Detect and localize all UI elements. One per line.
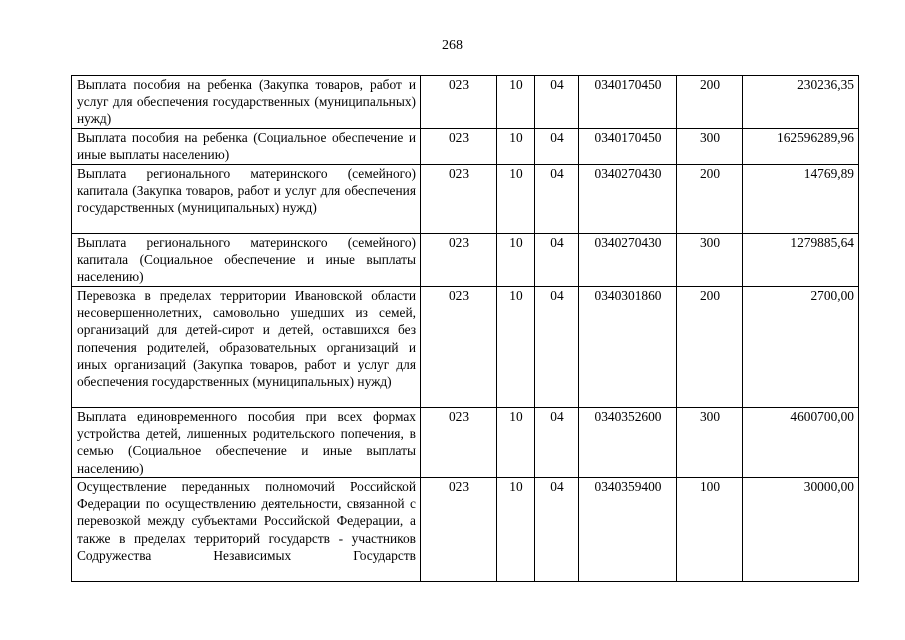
ministry-code: 023 <box>421 287 497 408</box>
table-row <box>72 129 859 165</box>
amount: 4600700,00 <box>743 408 859 478</box>
subsection-code: 04 <box>535 234 579 287</box>
expense-type-code: 200 <box>677 165 743 234</box>
row-description: Перевозка в пределах территории Ивановской области несовершеннолетних, самовольно ушедших из семей, организаций для детей-сирот и детей, оставшихся без попечения родителей, образовательных организаций и иных организаций (Закупка товаров, работ и услуг для обеспечения государственных (муниципальных) нужд) <box>72 287 421 408</box>
subsection-code: 04 <box>535 165 579 234</box>
budget-table <box>71 75 859 582</box>
ministry-code: 023 <box>421 478 497 582</box>
amount: 30000,00 <box>743 478 859 582</box>
amount: 2700,00 <box>743 287 859 408</box>
expense-type-code: 300 <box>677 408 743 478</box>
subsection-code: 04 <box>535 76 579 129</box>
section-code: 10 <box>497 408 535 478</box>
ministry-code: 023 <box>421 76 497 129</box>
target-article-code: 0340352600 <box>579 408 677 478</box>
subsection-code: 04 <box>535 287 579 408</box>
ministry-code: 023 <box>421 408 497 478</box>
subsection-code: 04 <box>535 129 579 165</box>
section-code: 10 <box>497 165 535 234</box>
row-description: Выплата регионального материнского (семейного) капитала (Социальное обеспечение и иные выплаты населению) <box>72 234 421 287</box>
target-article-code: 0340270430 <box>579 165 677 234</box>
expense-type-code: 200 <box>677 287 743 408</box>
section-code: 10 <box>497 129 535 165</box>
expense-type-code: 200 <box>677 76 743 129</box>
amount: 14769,89 <box>743 165 859 234</box>
target-article-code: 0340301860 <box>579 287 677 408</box>
row-description: Выплата пособия на ребенка (Социальное обеспечение и иные выплаты населению) <box>72 129 421 165</box>
expense-type-code: 300 <box>677 129 743 165</box>
section-code: 10 <box>497 76 535 129</box>
target-article-code: 0340359400 <box>579 478 677 582</box>
target-article-code: 0340270430 <box>579 234 677 287</box>
table-row <box>72 165 859 234</box>
row-description: Выплата единовременного пособия при всех формах устройства детей, лишенных родительского попечения, в семью (Социальное обеспечение и иные выплаты населению) <box>72 408 421 478</box>
expense-type-code: 300 <box>677 234 743 287</box>
target-article-code: 0340170450 <box>579 76 677 129</box>
table-row <box>72 234 859 287</box>
section-code: 10 <box>497 478 535 582</box>
page-number: 268 <box>442 38 463 53</box>
ministry-code: 023 <box>421 129 497 165</box>
table-row <box>72 408 859 478</box>
target-article-code: 0340170450 <box>579 129 677 165</box>
table-row <box>72 287 859 408</box>
amount: 162596289,96 <box>743 129 859 165</box>
subsection-code: 04 <box>535 408 579 478</box>
table-row <box>72 76 859 129</box>
expense-type-code: 100 <box>677 478 743 582</box>
amount: 230236,35 <box>743 76 859 129</box>
ministry-code: 023 <box>421 165 497 234</box>
section-code: 10 <box>497 287 535 408</box>
subsection-code: 04 <box>535 478 579 582</box>
amount: 1279885,64 <box>743 234 859 287</box>
table-row <box>72 478 859 582</box>
row-description: Выплата регионального материнского (семейного) капитала (Закупка товаров, работ и услуг для обеспечения государственных (муниципальных) нужд) <box>72 165 421 234</box>
row-description: Осуществление переданных полномочий Российской Федерации по осуществлению деятельности, связанной с перевозкой между субъектами Российской Федерации, а также в пределах территорий государств - участников Содружества Независимых Государств <box>72 478 421 582</box>
ministry-code: 023 <box>421 234 497 287</box>
row-description: Выплата пособия на ребенка (Закупка товаров, работ и услуг для обеспечения государственных (муниципальных) нужд) <box>72 76 421 129</box>
section-code: 10 <box>497 234 535 287</box>
